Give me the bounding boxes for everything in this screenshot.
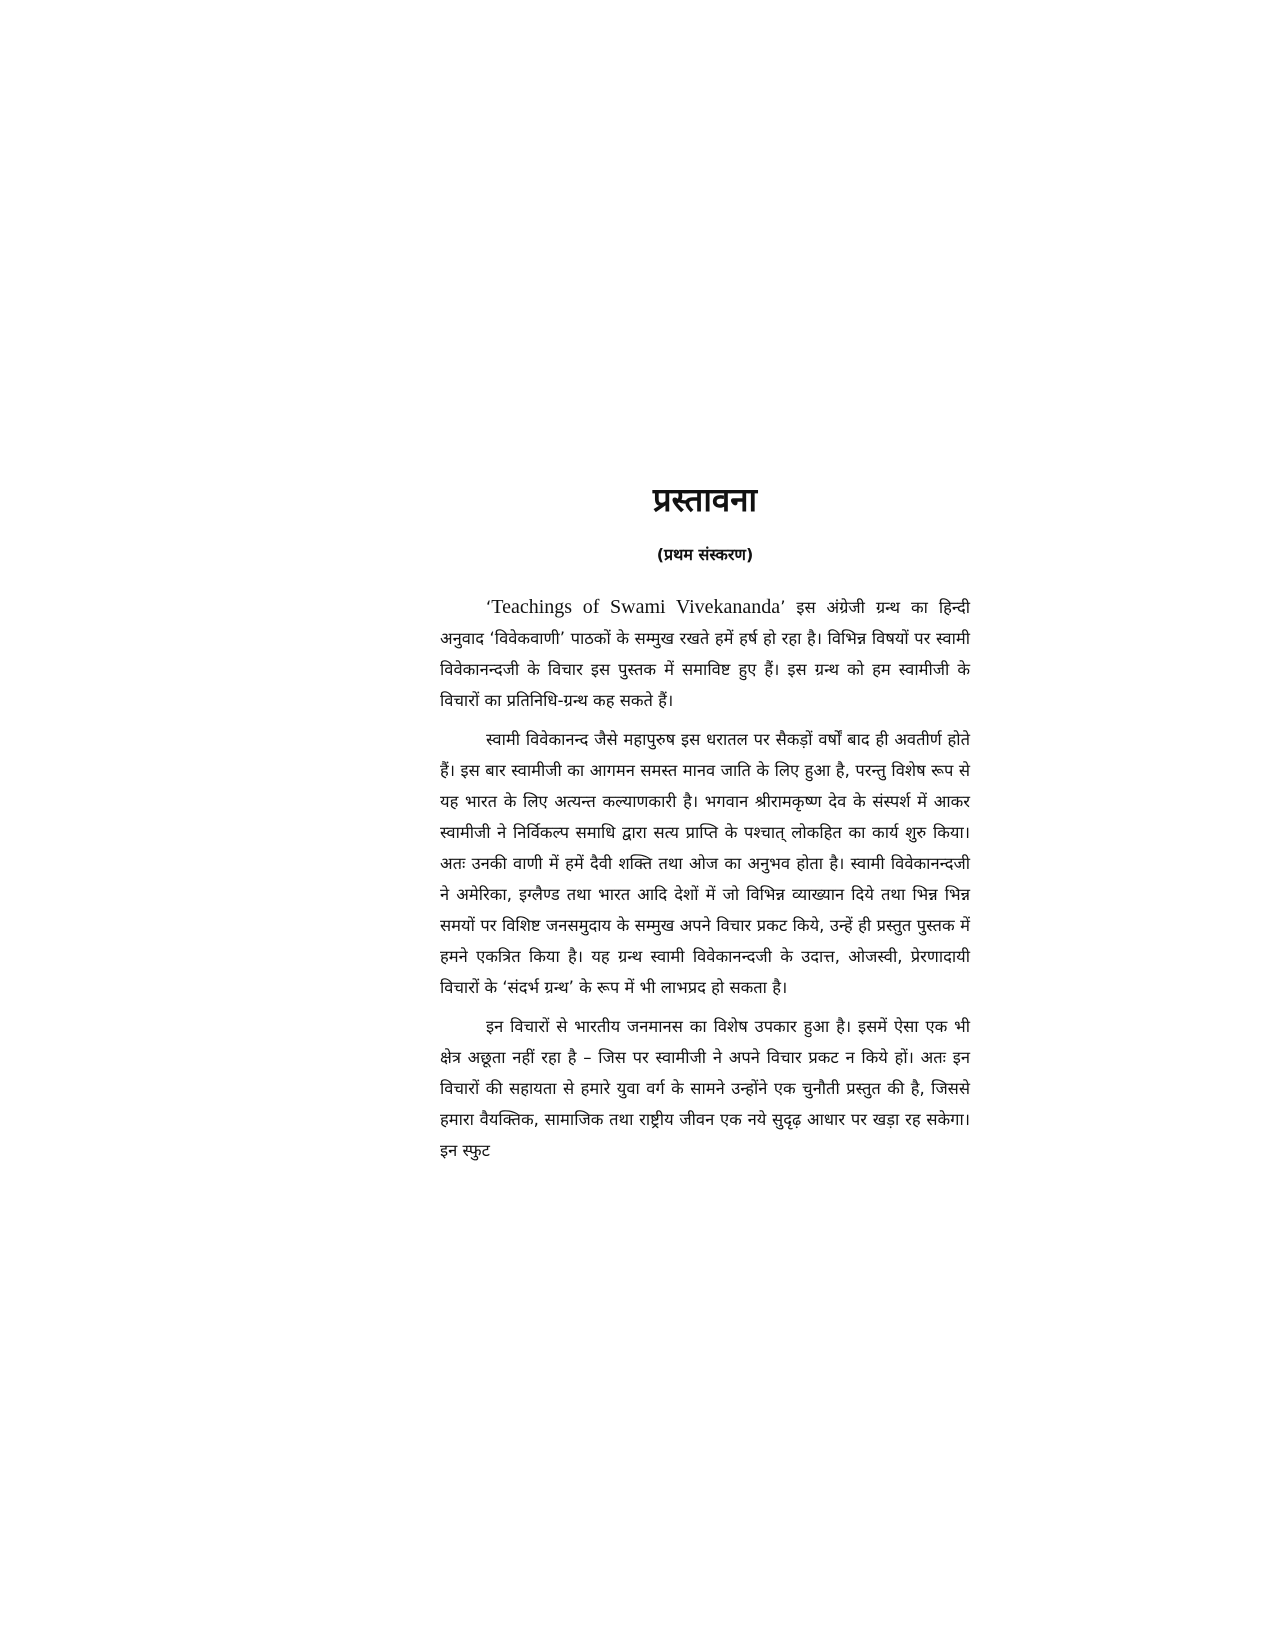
english-book-title: Teachings of Swami Vivekananda bbox=[491, 596, 781, 618]
quote-close: ’ bbox=[780, 598, 786, 617]
quote-open: ‘ bbox=[486, 598, 492, 617]
paragraph-1 bbox=[440, 592, 970, 716]
paragraph-2: स्वामी विवेकानन्द जैसे महापुरुष इस धरातल पर सैकड़ों वर्षों बाद ही अवतीर्ण होते हैं। इस बार स्वामीजी का आगमन समस्त मानव जाति के लिए हुआ है, परन्तु विशेष रूप से यह भारत के लिए अत्यन्त कल्याणकारी है। भगवान श्रीरामकृष्ण देव के संस्पर्श में आकर स्वामीजी ने निर्विकल्प समाधि द्वारा सत्य प्राप्ति के पश्चात् लोकहित का कार्य शुरु किया। अतः उनकी वाणी में हमें दैवी शक्ति तथा ओज का अनुभव होता है। स्वामी विवेकानन्दजी ने अमेरिका, इग्लैण्ड तथा भारत आदि देशों में जो विभिन्न व्याख्यान दिये तथा भिन्न भिन्न समयों पर विशिष्ट जनसमुदाय के सम्मुख अपने विचार प्रकट किये, उन्हें ही प्रस्तुत पुस्तक में हमने एकत्रित किया है। यह ग्रन्थ स्वामी विवेकानन्दजी के उदात्त, ओजस्वी, प्रेरणादायी विचारों के ‘संदर्भ ग्रन्थ’ के रूप में भी लाभप्रद हो सकता है। bbox=[440, 730, 970, 997]
paragraph-1-text: इस अंग्रेजी ग्रन्थ का हिन्दी अनुवाद ‘विवेकवाणी’ पाठकों के सम्मुख रखते हमें हर्ष हो रहा है। विभिन्न विषयों पर स्वामी विवेकानन्दजी के विचार इस पुस्तक में समाविष्ट हुए हैं। इस ग्रन्थ को हम स्वामीजी के विचारों का प्रतिनिधि-ग्रन्थ कह सकते हैं। bbox=[440, 598, 971, 710]
paragraph-3: इन विचारों से भारतीय जनमानस का विशेष उपकार हुआ है। इसमें ऐसा एक भी क्षेत्र अछूता नहीं रहा है – जिस पर स्वामीजी ने अपने विचार प्रकट न किये हों। अतः इन विचारों की सहायता से हमारे युवा वर्ग के सामने उन्होंने एक चुनौती प्रस्तुत की है, जिससे हमारा वैयक्तिक, सामाजिक तथा राष्ट्रीय जीवन एक नये सुदृढ़ आधार पर खड़ा रह सकेगा। इन स्फुट bbox=[440, 1017, 970, 1160]
page-subtitle: (प्रथम संस्करण) bbox=[656, 545, 754, 564]
page-title: प्रस्तावना bbox=[652, 480, 758, 519]
body-text bbox=[440, 592, 970, 1174]
